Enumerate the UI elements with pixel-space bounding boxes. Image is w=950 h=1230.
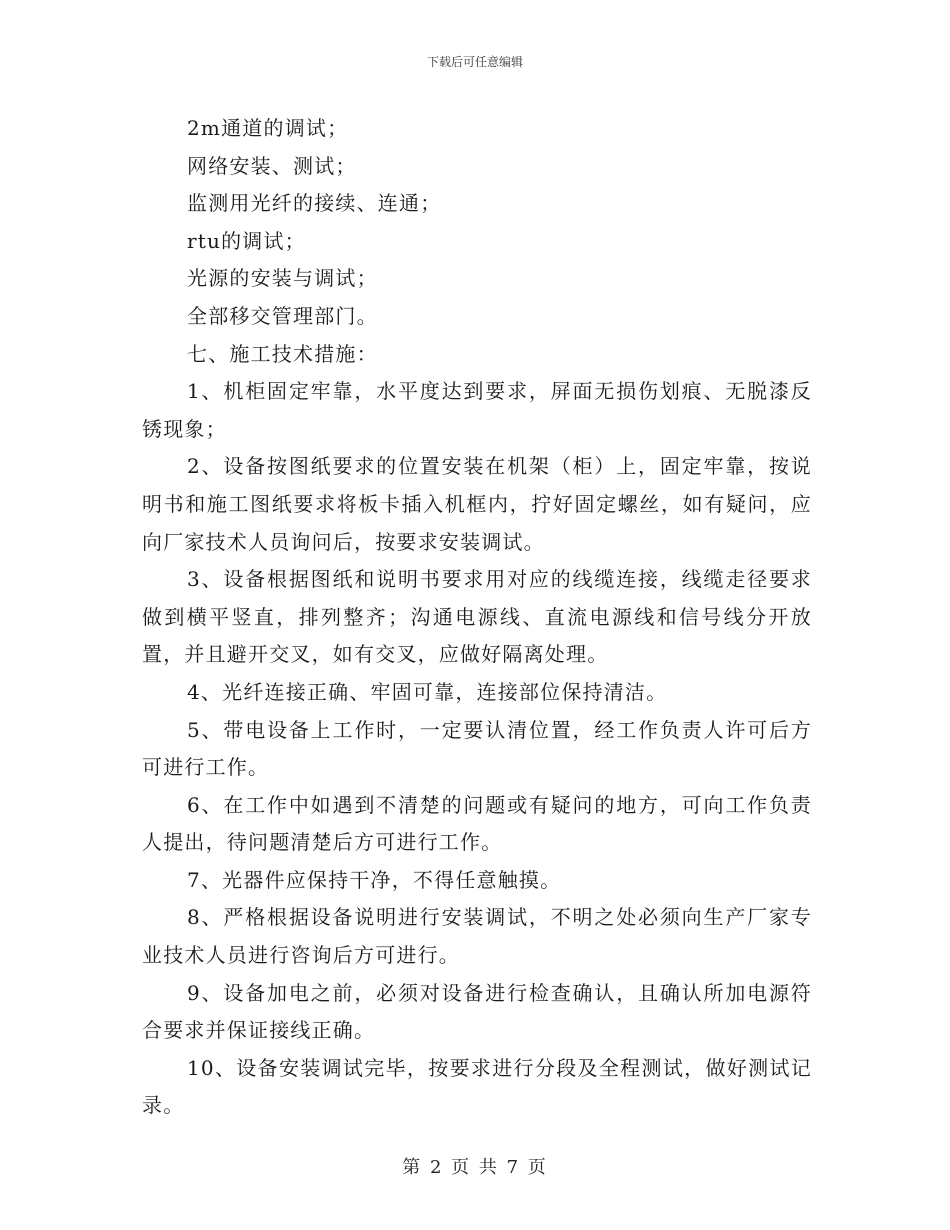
paragraph: 2、设备按图纸要求的位置安装在机架（柜）上，固定牢靠，按说明书和施工图纸要求将板卡插入机框内，拧好固定螺丝，如有疑问，应向厂家技术人员询问后，按要求安装调试。 (142, 454, 812, 554)
page-header: 下载后可任意编辑 (426, 55, 523, 69)
paragraph: 光源的安装与调试； (187, 266, 378, 291)
section-heading: 七、施工技术措施： (187, 341, 378, 366)
paragraph: 全部移交管理部门。 (187, 303, 378, 328)
page-number: 第 2 页 共 7 页 (402, 1157, 548, 1178)
paragraph: 9、设备加电之前，必须对设备进行检查确认，且确认所加电源符合要求并保证接线正确。 (142, 980, 812, 1043)
paragraph: 3、设备根据图纸和说明书要求用对应的线缆连接，线缆走径要求做到横平竖直，排列整齐；沟通电源线、直流电源线和信号线分开放置，并且避开交叉，如有交叉，应做好隔离处理。 (142, 567, 812, 667)
paragraph: 网络安装、测试； (187, 153, 357, 178)
paragraph: 4、光纤连接正确、牢固可靠，连接部位保持清洁。 (187, 679, 668, 704)
document-body (142, 110, 812, 1125)
paragraph: 5、带电设备上工作时，一定要认清位置，经工作负责人许可后方可进行工作。 (142, 717, 812, 780)
paragraph: rtu的调试； (187, 228, 306, 253)
paragraph: 7、光器件应保持干净，不得任意触摸。 (187, 867, 562, 892)
paragraph: 2m通道的调试； (187, 116, 349, 140)
paragraph: 10、设备安装调试完毕，按要求进行分段及全程测试，做好测试记录。 (142, 1055, 812, 1118)
paragraph: 1、机柜固定牢靠，水平度达到要求，屏面无损伤划痕、无脱漆反锈现象； (142, 379, 812, 441)
paragraph: 监测用光纤的接续、连通； (187, 191, 442, 216)
paragraph: 8、严格根据设备说明进行安装调试，不明之处必须向生产厂家专业技术人员进行咨询后方可进行。 (142, 905, 812, 968)
paragraph: 6、在工作中如遇到不清楚的问题或有疑问的地方，可向工作负责人提出，待问题清楚后方可进行工作。 (142, 792, 812, 855)
